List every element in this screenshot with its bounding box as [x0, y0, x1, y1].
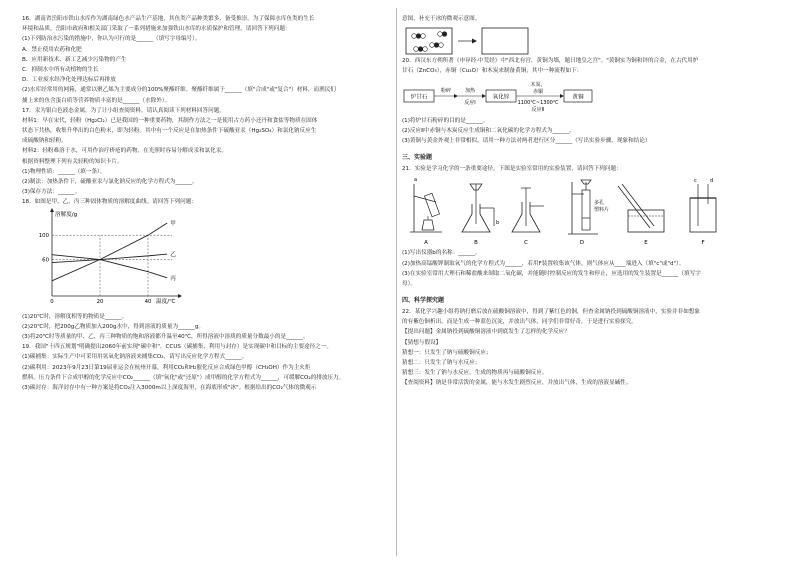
- text-line: 17．汞为银白色液态金属，为了让小组查阅资料，请认真阅读下列材料回答问题。: [22, 107, 225, 114]
- arrow-head-icon: [472, 39, 477, 44]
- text-line: A．禁止使用农药和化肥: [22, 46, 82, 53]
- apparatus-e-icon: [618, 184, 664, 232]
- series-line-1: [52, 254, 167, 263]
- series-label-1: 乙: [170, 251, 176, 258]
- text-line: (1)写出仪器b的名称：______。: [402, 250, 481, 257]
- text-line: (2)反应Ⅱ中赤铜与木炭反应生成铜和二氧化碳的化学方程式为______。: [402, 127, 575, 134]
- text-line: 材料1：早在宋代，轻粉（Hg₂Cl₂）已是我国的一种重要药物，其制作方法之一是使用古方药小还丹和食盐等物质在固体: [22, 117, 318, 124]
- apparatus-mark-plate: 塑料片: [594, 207, 610, 214]
- text-line: (1)20℃时，溶解度相等的物质是______。: [22, 313, 128, 320]
- flow-arrow-2-label-top: 加热: [464, 87, 476, 94]
- text-line: 22．某化学兴趣小组将钠打磨后放在硫酸铜溶液中，得到了紫红色的铜，但查金属钠投到硫酸铜溶液中，实验并非如想象: [402, 309, 700, 316]
- x-tick-label: 40: [144, 298, 152, 305]
- text-line: (3)碳封存：海洋封存中有一种方案是将CO₂注入3000m以上深度海里，在海底形成"冰"。根据给出的CO₂气体的微观示: [22, 384, 317, 391]
- apparatus-mark-d: d: [710, 178, 714, 185]
- apparatus-mark-porous: 多孔: [594, 200, 605, 207]
- text-line: (2)20℃时，把200g乙物质加入200g水中，得到溶液的质量为______g。: [22, 323, 204, 330]
- apparatus-b-icon: [462, 184, 494, 232]
- text-line: 母）。: [402, 280, 416, 287]
- flow-arrow-1-label: 粉碎: [440, 87, 452, 94]
- text-line: (3)在实验室常用大理石和稀盐酸来制取二氧化碳，并能随时控制反应的发生和停止，应选用的发生装置是______（填写字: [402, 270, 701, 277]
- text-line: 状态下共热，收集升华出的白色粉末，即为轻粉。其中有一个反应是在加热条件下硫酸亚汞（Hg₂SO₄）和氯化钠反应生: [22, 128, 317, 135]
- apparatus-mark-a: a: [414, 177, 418, 184]
- text-line: (2)水库经常用的网箱，通常以聚乙烯为主要成分的100%聚酯纤维。聚酯纤维属于______（填"合成"或"复合"）材料，而渔民们: [22, 87, 336, 94]
- text-line: (2)加热高锰酸钾制取氧气的化学方程式为______，若用F装置收集该气体，则气体应从____端进入（填"c"或"d"）。: [402, 260, 685, 267]
- flow-box-2-label: 氧化锌: [492, 94, 510, 101]
- text-line: 【提出问题】金属钠投到硫酸铜溶液中到底发生了怎样的化学反应？: [402, 329, 570, 336]
- flow-arrow-1-head-icon: [454, 94, 458, 98]
- flow-arrow-2-head-icon: [482, 94, 486, 98]
- text-line: 【猜想与假设】: [402, 339, 442, 346]
- apparatus-mark-b: b: [496, 220, 500, 227]
- text-line: 甘石（ZnCO₃），赤铜（Cu₂O）和木炭来制备黄铜，其中一种流程如下：: [402, 68, 583, 75]
- series-line-2: [52, 254, 167, 277]
- right-text-block-a: [402, 14, 774, 24]
- right-column: [402, 14, 774, 389]
- text-line: 燃料。压力条件下合成甲醇的化学反应中CO₂______（填"氧化"或"还原"）成甲醇的化学方程式为______，可缓解CO₂的排放压力。: [22, 374, 345, 381]
- text-line: (2)制法：加热条件下，硫酸亚汞与氯化钠反应的化学方程式为______。: [22, 179, 198, 185]
- apparatus-figure: [402, 174, 774, 248]
- section-heading-inquiry: 四、科学探究题: [402, 297, 445, 305]
- flow-arrow-3-label-top: 木炭、: [530, 81, 546, 88]
- y-axis-label: 溶解度/g: [55, 211, 78, 218]
- right-text-block-d: [402, 164, 774, 174]
- left-text-block-a: [22, 14, 392, 208]
- flow-arrow-3-label-bottom2: 反应II: [531, 106, 545, 113]
- flow-arrow-3-label-top2: 赤铜: [532, 88, 544, 95]
- apparatus-label-d: D: [579, 240, 585, 247]
- apparatus-label-c: C: [524, 240, 528, 247]
- series-label-2: 丙: [170, 275, 176, 282]
- text-line: (3)黄铜与黄金外观上非常相似，请用一种方法对两者进行区分______（写出实验步骤、现象和结论）: [402, 137, 651, 144]
- apparatus-label-b: B: [474, 240, 478, 247]
- section-heading-experiment: 三、实验题: [402, 154, 433, 162]
- text-line: 猜想一：只发生了钠与硫酸铜反应；: [402, 349, 492, 356]
- left-text-block-b: [22, 312, 392, 394]
- text-line: (1)下列防治水污染的措施中，你认为可行的是______（填写字母编号）。: [22, 36, 201, 43]
- text-line: 材料2：轻粉难溶于水，可用作治疗疥疮的药物，在光照时容易分解成汞和氯化汞。: [22, 148, 227, 155]
- apparatus-label-e: E: [644, 240, 648, 247]
- right-text-block-c: [402, 116, 774, 147]
- molecule-boxes: [402, 26, 774, 56]
- text-line: 16．湖南省岳阳市铁山水库作为湖南绿色水产品生产基地，其鱼类产品种类繁多、备受推崇。为了保障水库鱼类的生长: [22, 16, 315, 22]
- text-line: 【查阅资料】钠是非常活泼的金属，能与水发生剧烈反应，并放出气体，生成的溶液显碱性。: [402, 380, 632, 387]
- y-tick-label: 60: [42, 257, 49, 264]
- apparatus-label-f: F: [701, 240, 705, 247]
- text-line: (1)碳捕集：实际生产中可采用用氢氧化钠溶液来捕集CO₂，请写出反应化学方程式______。: [22, 354, 248, 361]
- apparatus-mark-c: c: [694, 178, 697, 185]
- text-line: B．应用新技术、新工艺减少污染物的产生: [22, 56, 127, 63]
- x-axis-label: 温度/℃: [156, 298, 176, 305]
- text-line: 意图，补充于冰的微观示意图。: [402, 16, 481, 22]
- flow-arrow-3-label-bottom: 1100℃~1300℃: [517, 99, 559, 106]
- apparatus-a-icon: [410, 184, 442, 232]
- left-column: [22, 14, 392, 393]
- x-axis-arrow-icon: [178, 294, 182, 298]
- series-label-0: 甲: [170, 220, 176, 227]
- y-tick-label: 100: [38, 232, 49, 239]
- process-flow: [402, 80, 774, 114]
- text-line: 猜想二：只发生了钠与水反应；: [402, 360, 481, 366]
- text-line: (3)将20℃时等质量的甲、乙、丙三种物质的饱和溶液都升温至40℃，所得溶液中溶质的质量分数最小的是______。: [22, 333, 309, 340]
- co2-molecule-icons: [412, 32, 447, 52]
- text-line: D．工业废水经净化处理达标后再排放: [22, 77, 116, 84]
- text-line: 根据资料整理下列有关轻粉的知识卡片。: [22, 158, 123, 165]
- flow-box-3-label: 黄铜: [572, 94, 584, 101]
- text-line: (3)保存方法：______。: [22, 189, 81, 196]
- flow-arrow-3-head-icon: [560, 94, 564, 98]
- text-line: 21．实验是学习化学的一条重要途径。下图是实验室常用的实验装置，请回答下列问题：: [402, 166, 622, 173]
- solubility-chart-svg: [30, 208, 230, 312]
- flow-arrow-2-label-bottom: 反应I: [464, 99, 476, 106]
- right-text-block-b: [402, 56, 774, 76]
- x-tick-label: 0: [50, 298, 54, 305]
- text-line: 成硫酸钠和轻粉。: [22, 138, 67, 145]
- apparatus-f-icon: [690, 184, 716, 232]
- text-line: (1)将炉甘石粉碎的目的是______。: [402, 117, 489, 124]
- text-line: 环境和品质，岳阳市政府和相关部门采取了一系列措施来加强铁山水库的水质保护和管理。请回答下列问题：: [22, 26, 291, 33]
- text-line: (2)碳利用：2023年9月23日第19届亚运会在杭州开幕，利用CO₂和H₂催化反应合成绿色甲醇（CH₃OH）作为主火炬: [22, 364, 311, 371]
- apparatus-c-icon: [512, 188, 544, 232]
- y-axis-arrow-icon: [50, 208, 54, 212]
- right-text-block-e: [402, 248, 774, 289]
- apparatus-label-a: A: [424, 240, 428, 247]
- flow-box-1-label: 炉甘石: [410, 94, 428, 101]
- text-line: C．抑制水中所有动植物的生长: [22, 66, 99, 73]
- text-line: 20．西汉东方朔所著《申异经·中荒经》中"西北有宫，黄铜为墙，题曰地皇之宫"。"黄铜实为铜和锌的合金，在古代用炉: [402, 58, 699, 65]
- text-line: 猜想三：发生了钠与水反应，生成的物质再与硫酸铜反应。: [402, 370, 548, 377]
- right-text-block-f: [402, 307, 774, 389]
- answer-diagram-box: [482, 28, 528, 54]
- text-line: 18．如图是甲、乙、丙三种固体物质的溶解度曲线。请回答下列问题：: [22, 199, 197, 206]
- solubility-chart: [22, 208, 392, 312]
- text-line: 19．我国"十四五规划"明确提出2060年前实现"碳中和"。CCUS（碳捕集、利用与封存）是实现碳中和目标的主要途径之一。: [22, 344, 333, 351]
- x-tick-label: 20: [96, 298, 104, 305]
- text-line: (1)物理性质：______（填一条）。: [22, 168, 106, 175]
- text-line: 捕上来的鱼含蛋白质等营养物质丰富的是______（水除外）。: [22, 97, 171, 104]
- text-line: 的有紫色铜析出，而是生成一种蓝色沉淀，并放出气体，同学们非常好奇，于是进行实验探究。: [402, 319, 637, 326]
- column-divider: [396, 8, 397, 556]
